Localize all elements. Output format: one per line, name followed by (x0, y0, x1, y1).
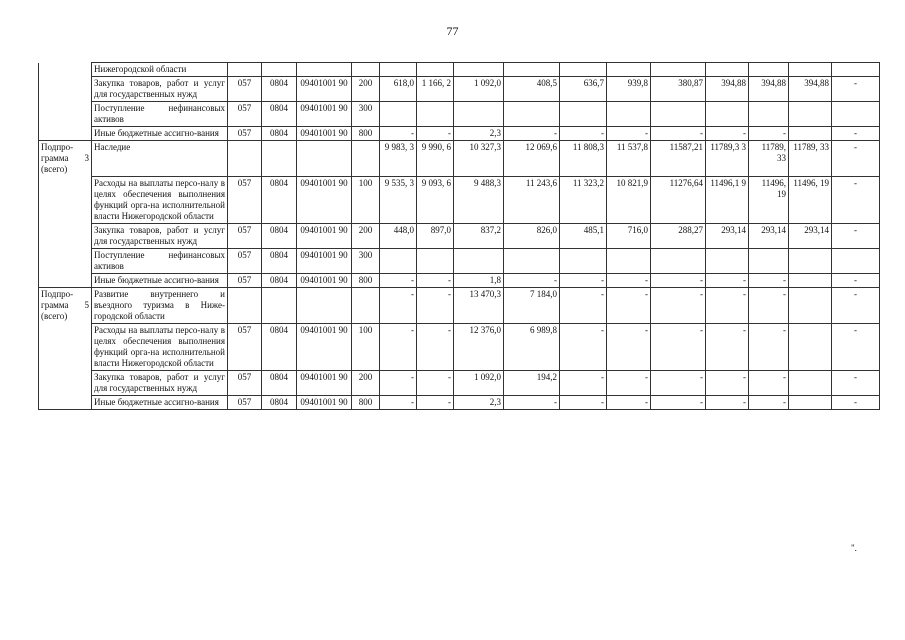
value-cell (454, 63, 504, 77)
value-cell: 293,14 (749, 223, 789, 248)
target-item-cell: 09401001 90 (297, 273, 352, 287)
value-cell (504, 102, 560, 127)
table-row (39, 287, 880, 323)
value-cell: 6 989,8 (504, 323, 560, 370)
value-cell (706, 63, 749, 77)
target-item-cell (297, 63, 352, 77)
value-cell: - (749, 287, 789, 323)
value-cell: 394,88 (789, 77, 832, 102)
value-cell: - (380, 323, 417, 370)
value-cell: - (706, 395, 749, 409)
value-cell: 9 983, 3 (380, 141, 417, 177)
value-cell (789, 370, 832, 395)
budget-table (38, 62, 880, 410)
note-cell (832, 63, 880, 77)
expense-type-cell: 300 (352, 248, 380, 273)
section-code-cell: 0804 (262, 176, 297, 223)
value-cell: 2,3 (454, 127, 504, 141)
value-cell: 380,87 (651, 77, 706, 102)
section-code-cell (262, 63, 297, 77)
section-code-cell: 0804 (262, 323, 297, 370)
value-cell: - (749, 395, 789, 409)
note-cell: - (832, 141, 880, 177)
value-cell: 293,14 (706, 223, 749, 248)
kgrbs-cell: 057 (228, 323, 262, 370)
value-cell (380, 248, 417, 273)
expense-type-cell: 800 (352, 127, 380, 141)
section-code-cell (262, 141, 297, 177)
value-cell: - (560, 323, 607, 370)
value-cell (417, 248, 454, 273)
page-number: 77 (446, 24, 459, 38)
kgrbs-cell: 057 (228, 395, 262, 409)
value-cell: 293,14 (789, 223, 832, 248)
value-cell: - (651, 127, 706, 141)
value-cell: - (504, 395, 560, 409)
value-cell: - (651, 370, 706, 395)
value-cell: - (607, 127, 651, 141)
note-cell: - (832, 287, 880, 323)
target-item-cell: 09401001 90 (297, 323, 352, 370)
value-cell: 11 243,6 (504, 176, 560, 223)
value-cell: - (417, 127, 454, 141)
target-item-cell: 09401001 90 (297, 102, 352, 127)
value-cell (560, 102, 607, 127)
value-cell: - (417, 273, 454, 287)
value-cell (749, 63, 789, 77)
value-cell: - (706, 323, 749, 370)
value-cell: 485,1 (560, 223, 607, 248)
expense-type-cell: 300 (352, 102, 380, 127)
note-cell: - (832, 273, 880, 287)
expense-type-cell: 100 (352, 323, 380, 370)
section-code-cell: 0804 (262, 370, 297, 395)
kgrbs-cell: 057 (228, 223, 262, 248)
value-cell: 837,2 (454, 223, 504, 248)
description-cell: Закупка товаров, работ и услуг для государственных нужд (92, 223, 228, 248)
value-cell (380, 63, 417, 77)
value-cell: 1,8 (454, 273, 504, 287)
value-cell (749, 102, 789, 127)
note-cell (832, 102, 880, 127)
section-code-cell: 0804 (262, 395, 297, 409)
value-cell (417, 102, 454, 127)
value-cell (504, 248, 560, 273)
value-cell: 408,5 (504, 77, 560, 102)
value-cell: - (706, 273, 749, 287)
expense-type-cell: 200 (352, 77, 380, 102)
target-item-cell: 09401001 90 (297, 127, 352, 141)
target-item-cell: 09401001 90 (297, 395, 352, 409)
table-row (39, 176, 880, 223)
description-cell: Поступление нефинансовых активов (92, 102, 228, 127)
value-cell (417, 63, 454, 77)
value-cell: - (504, 273, 560, 287)
expense-type-cell: 100 (352, 176, 380, 223)
kgrbs-cell: 057 (228, 102, 262, 127)
value-cell: 194,2 (504, 370, 560, 395)
section-code-cell: 0804 (262, 102, 297, 127)
description-cell: Закупка товаров, работ и услуг для государственных нужд (92, 77, 228, 102)
value-cell: 11 537,8 (607, 141, 651, 177)
value-cell: 9 535, 3 (380, 176, 417, 223)
value-cell: 636,7 (560, 77, 607, 102)
subprogram-cell (39, 273, 92, 287)
value-cell (749, 248, 789, 273)
expense-type-cell: 200 (352, 370, 380, 395)
value-cell: - (560, 127, 607, 141)
value-cell (789, 102, 832, 127)
value-cell: 9 990, 6 (417, 141, 454, 177)
expense-type-cell: 800 (352, 273, 380, 287)
note-cell: - (832, 127, 880, 141)
kgrbs-cell: 057 (228, 127, 262, 141)
table-row (39, 248, 880, 273)
subprogram-cell (39, 63, 92, 77)
value-cell: - (560, 370, 607, 395)
value-cell: - (749, 127, 789, 141)
value-cell: - (651, 323, 706, 370)
note-cell: - (832, 77, 880, 102)
value-cell: - (504, 127, 560, 141)
value-cell: 826,0 (504, 223, 560, 248)
section-code-cell: 0804 (262, 77, 297, 102)
value-cell (504, 63, 560, 77)
value-cell: - (706, 370, 749, 395)
kgrbs-cell: 057 (228, 248, 262, 273)
value-cell (560, 248, 607, 273)
table-row (39, 323, 880, 370)
value-cell: 394,88 (706, 77, 749, 102)
description-cell: Нижегородской области (92, 63, 228, 77)
target-item-cell (297, 141, 352, 177)
table-row (39, 395, 880, 409)
expense-type-cell: 800 (352, 395, 380, 409)
description-cell: Закупка товаров, работ и услуг для государственных нужд (92, 370, 228, 395)
description-cell: Поступление нефинансовых активов (92, 248, 228, 273)
expense-type-cell (352, 63, 380, 77)
value-cell: 716,0 (607, 223, 651, 248)
value-cell: 9 488,3 (454, 176, 504, 223)
description-cell: Расходы на выплаты персо-налу в целях обеспечения выполнения функций орга-на исполнительной власти Нижегородской области (92, 176, 228, 223)
kgrbs-cell: 057 (228, 176, 262, 223)
value-cell: - (706, 127, 749, 141)
section-code-cell: 0804 (262, 273, 297, 287)
table-row (39, 370, 880, 395)
value-cell: 2,3 (454, 395, 504, 409)
value-cell (789, 63, 832, 77)
subprogram-cell (39, 102, 92, 127)
value-cell: 1 166, 2 (417, 77, 454, 102)
value-cell: - (607, 287, 651, 323)
value-cell (789, 395, 832, 409)
value-cell: 12 069,6 (504, 141, 560, 177)
subprogram-cell: Подпро-грамма 5 (всего) (39, 287, 92, 323)
subprogram-cell (39, 248, 92, 273)
value-cell: - (417, 323, 454, 370)
value-cell: - (560, 287, 607, 323)
value-cell (789, 323, 832, 370)
subprogram-cell (39, 127, 92, 141)
description-cell: Наследие (92, 141, 228, 177)
value-cell (607, 248, 651, 273)
value-cell: 897,0 (417, 223, 454, 248)
value-cell: - (380, 273, 417, 287)
value-cell (706, 248, 749, 273)
target-item-cell: 09401001 90 (297, 223, 352, 248)
value-cell: - (560, 395, 607, 409)
value-cell (789, 273, 832, 287)
kgrbs-cell (228, 63, 262, 77)
value-cell (651, 102, 706, 127)
value-cell: 939,8 (607, 77, 651, 102)
value-cell: - (380, 370, 417, 395)
value-cell: - (380, 395, 417, 409)
value-cell: 7 184,0 (504, 287, 560, 323)
value-cell (651, 248, 706, 273)
description-cell: Развитие внутреннего и въездного туризма в Ниже-городской области (92, 287, 228, 323)
target-item-cell: 09401001 90 (297, 370, 352, 395)
value-cell: 288,27 (651, 223, 706, 248)
kgrbs-cell: 057 (228, 370, 262, 395)
value-cell: - (651, 395, 706, 409)
value-cell: 11496, 19 (749, 176, 789, 223)
value-cell: 12 376,0 (454, 323, 504, 370)
note-cell (832, 248, 880, 273)
table-row (39, 77, 880, 102)
value-cell: 618,0 (380, 77, 417, 102)
value-cell: - (749, 273, 789, 287)
value-cell: 11587,21 (651, 141, 706, 177)
note-cell: - (832, 323, 880, 370)
target-item-cell: 09401001 90 (297, 176, 352, 223)
value-cell: 1 092,0 (454, 370, 504, 395)
value-cell: 11 323,2 (560, 176, 607, 223)
subprogram-cell (39, 176, 92, 223)
value-cell (560, 63, 607, 77)
subprogram-cell (39, 370, 92, 395)
table-row (39, 273, 880, 287)
value-cell: 10 327,3 (454, 141, 504, 177)
subprogram-cell: Подпро-грамма 3 (всего) (39, 141, 92, 177)
value-cell: - (380, 287, 417, 323)
value-cell (607, 102, 651, 127)
section-code-cell: 0804 (262, 223, 297, 248)
value-cell: 13 470,3 (454, 287, 504, 323)
value-cell (651, 63, 706, 77)
value-cell (789, 248, 832, 273)
note-cell: - (832, 395, 880, 409)
value-cell: 11276,64 (651, 176, 706, 223)
subprogram-cell (39, 77, 92, 102)
value-cell: - (417, 370, 454, 395)
value-cell (789, 287, 832, 323)
value-cell: 448,0 (380, 223, 417, 248)
closing-quote: ". (851, 543, 857, 553)
value-cell: - (706, 287, 749, 323)
value-cell (454, 248, 504, 273)
value-cell (706, 102, 749, 127)
value-cell (454, 102, 504, 127)
section-code-cell (262, 287, 297, 323)
value-cell: 11789, 33 (789, 141, 832, 177)
expense-type-cell: 200 (352, 223, 380, 248)
value-cell (789, 127, 832, 141)
target-item-cell: 09401001 90 (297, 77, 352, 102)
value-cell: - (380, 127, 417, 141)
subprogram-cell (39, 395, 92, 409)
value-cell: 10 821,9 (607, 176, 651, 223)
description-cell: Иные бюджетные ассигно-вания (92, 395, 228, 409)
section-code-cell: 0804 (262, 248, 297, 273)
table-row (39, 102, 880, 127)
value-cell: - (607, 273, 651, 287)
value-cell (380, 102, 417, 127)
value-cell: 1 092,0 (454, 77, 504, 102)
table-row (39, 63, 880, 77)
value-cell: - (651, 287, 706, 323)
note-cell: - (832, 223, 880, 248)
section-code-cell: 0804 (262, 127, 297, 141)
value-cell: - (607, 370, 651, 395)
value-cell: - (417, 395, 454, 409)
subprogram-cell (39, 323, 92, 370)
value-cell: - (607, 395, 651, 409)
value-cell: - (607, 323, 651, 370)
value-cell: 11 808,3 (560, 141, 607, 177)
value-cell: 11789, 33 (749, 141, 789, 177)
kgrbs-cell: 057 (228, 77, 262, 102)
expense-type-cell (352, 141, 380, 177)
value-cell: 11496,1 9 (706, 176, 749, 223)
value-cell (607, 63, 651, 77)
value-cell: 11496, 19 (789, 176, 832, 223)
kgrbs-cell (228, 141, 262, 177)
value-cell: 394,88 (749, 77, 789, 102)
target-item-cell: 09401001 90 (297, 248, 352, 273)
value-cell: 9 093, 6 (417, 176, 454, 223)
kgrbs-cell (228, 287, 262, 323)
table-row (39, 223, 880, 248)
table-row (39, 127, 880, 141)
target-item-cell (297, 287, 352, 323)
description-cell: Расходы на выплаты персо-налу в целях обеспечения выполнения функций орга-на исполнительной власти Нижегородской области (92, 323, 228, 370)
note-cell: - (832, 176, 880, 223)
expense-type-cell (352, 287, 380, 323)
value-cell: - (651, 273, 706, 287)
value-cell: - (749, 323, 789, 370)
description-cell: Иные бюджетные ассигно-вания (92, 127, 228, 141)
note-cell: - (832, 370, 880, 395)
subprogram-cell (39, 223, 92, 248)
value-cell: - (749, 370, 789, 395)
value-cell: 11789,3 3 (706, 141, 749, 177)
value-cell: - (560, 273, 607, 287)
value-cell: - (417, 287, 454, 323)
description-cell: Иные бюджетные ассигно-вания (92, 273, 228, 287)
table-row (39, 141, 880, 177)
kgrbs-cell: 057 (228, 273, 262, 287)
